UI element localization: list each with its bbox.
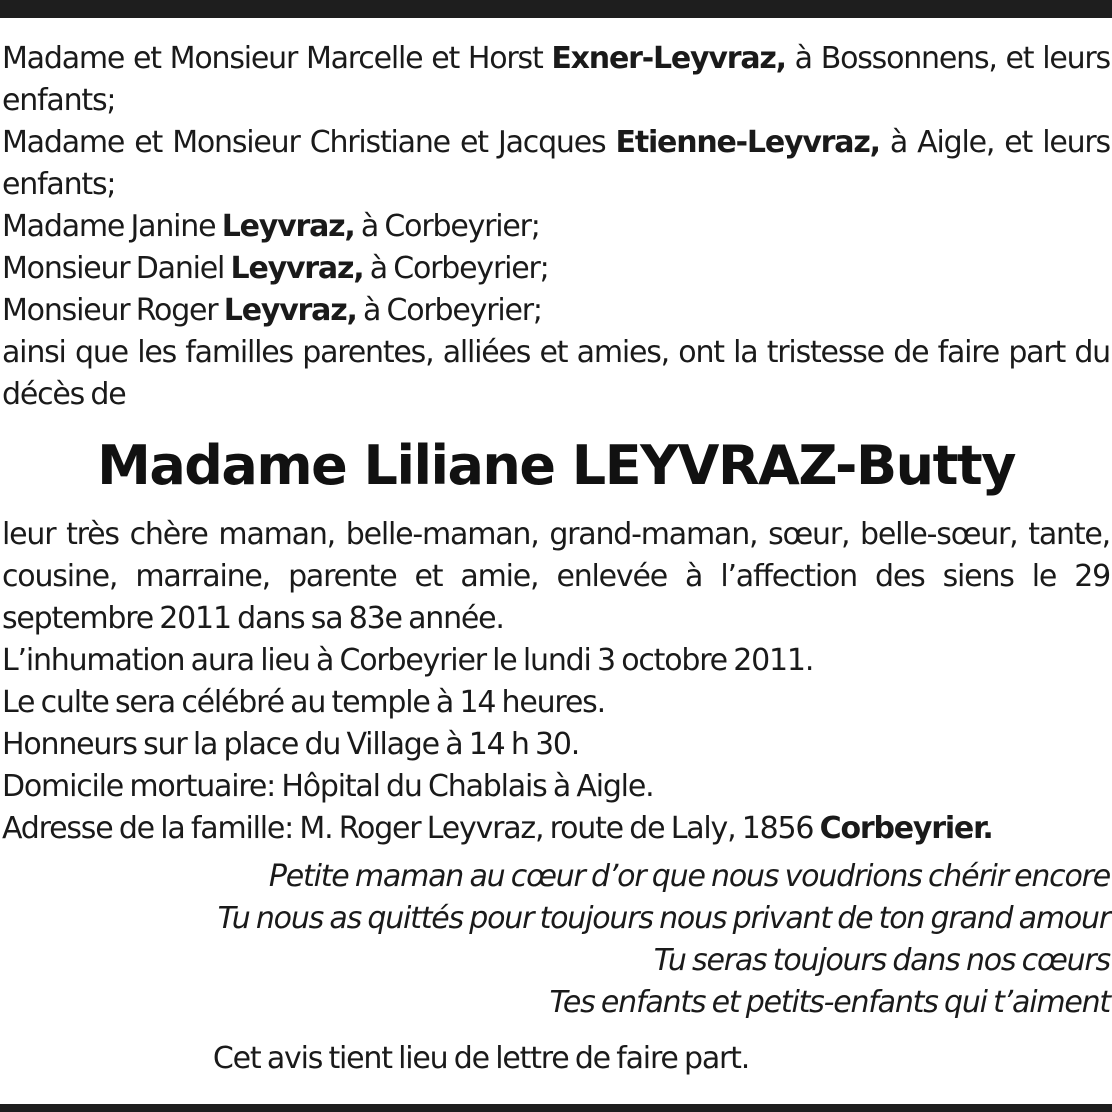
family-line-text: à Corbeyrier; — [356, 293, 542, 328]
family-line-surname: Exner-Leyvraz, — [551, 41, 786, 76]
service-detail: Le culte sera célébré au temple à 14 heures. — [2, 685, 605, 720]
death-notice — [2, 38, 1110, 1080]
poem-line: Petite maman au cœur d’or que nous voudrions chérir encore — [268, 859, 1110, 894]
family-line-text: Madame Janine — [2, 209, 222, 244]
poem-line: Tu seras toujours dans nos cœurs — [653, 943, 1110, 978]
family-address-text: Adresse de la famille: M. Roger Leyvraz, route de Laly, 1856 — [2, 811, 820, 846]
deceased-name: Madame Liliane LEYVRAZ-Butty — [97, 434, 1015, 497]
poem — [2, 856, 1110, 1024]
family-line — [2, 248, 1110, 290]
family-line-text: Madame et Monsieur Christiane et Jacques — [2, 125, 616, 160]
family-line-surname: Leyvraz, — [221, 209, 355, 244]
top-rule — [0, 0, 1112, 18]
family-address — [2, 808, 1110, 850]
family-line-surname: Etienne-Leyvraz, — [615, 125, 880, 160]
poem-line: Tu nous as quittés pour toujours nous privant de ton grand amour — [217, 901, 1110, 936]
poem-line: Tes enfants et petits-enfants qui t’aiment — [549, 985, 1110, 1020]
funeral-detail: L’inhumation aura lieu à Corbeyrier le lundi 3 octobre 2011. — [2, 643, 814, 678]
family-line — [2, 290, 1110, 332]
mortuary-detail: Domicile mortuaire: Hôpital du Chablais à Aigle. — [2, 769, 654, 804]
description-text: leur très chère maman, belle-maman, grand-maman, sœur, belle-sœur, tante, cousine, marraine, parente et amie, enlevée à l’affection des siens le 29 septembre 2011 dans sa 83e année. — [2, 517, 1110, 636]
family-line — [2, 122, 1110, 206]
bottom-rule — [0, 1104, 1112, 1112]
family-address-town: Corbeyrier. — [819, 811, 993, 846]
family-line — [2, 38, 1110, 122]
announcement-text: ainsi que les familles parentes, alliées et amies, ont la tristesse de faire part du décès de — [2, 335, 1110, 412]
family-line-surname: Leyvraz, — [230, 251, 364, 286]
family-line-text: Monsieur Roger — [2, 293, 224, 328]
family-line-text: à Aigle, et leurs enfants; — [2, 125, 1110, 202]
family-line — [2, 206, 1110, 248]
closing-note: Cet avis tient lieu de lettre de faire part. — [212, 1041, 750, 1076]
family-line-text: à Corbeyrier; — [354, 209, 540, 244]
honours-detail: Honneurs sur la place du Village à 14 h 30. — [2, 727, 580, 762]
family-line-text: à Bossonnens, et leurs enfants; — [2, 41, 1110, 118]
family-line-text: Madame et Monsieur Marcelle et Horst — [2, 41, 552, 76]
family-line-surname: Leyvraz, — [223, 293, 357, 328]
family-line-text: à Corbeyrier; — [363, 251, 549, 286]
family-line-text: Monsieur Daniel — [2, 251, 231, 286]
